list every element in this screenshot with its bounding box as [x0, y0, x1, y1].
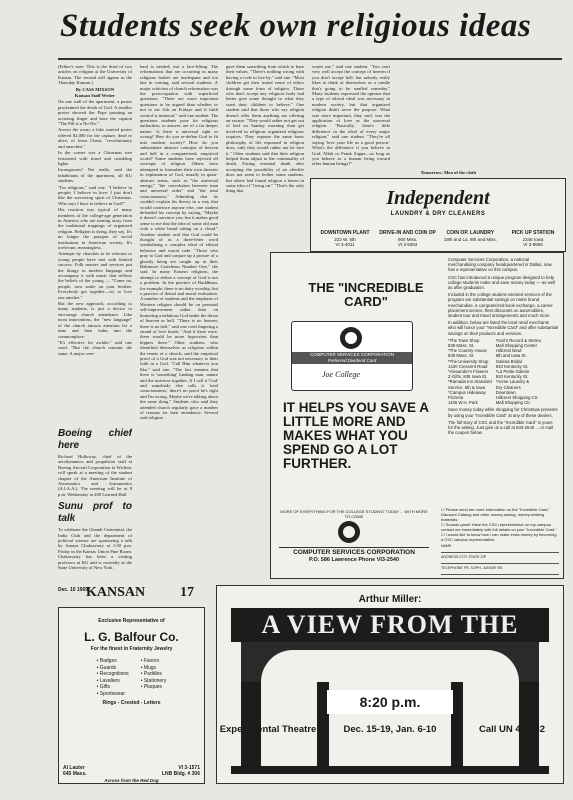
paragraph: gave them something from which to base their values. "There's nothing wrong with having a code to live by," said one. "Most children get their initial sense of ethics through some form of religion. Those who don't accept any religious body had better give some thought to what they want their children to believe." One student said that those who say religion doesn't offer them anything are offering an excuse. "They would rather not get out of bed on Sunday morning than get involved in religious organized religious requires. They espouse the same basic philosophy of life espoused in religion does, only they would rather not be face it." Other students said that their religion helped them adjust to the continuality of death. Facing eventual death after accepting the possibility of an afterlife does not seem to bother some students, but others had found religion a haven in some idea of "living on." "That's the only thing that	[226, 64, 304, 194]
incredible-card-ad	[270, 252, 564, 579]
card-ad-title: THE "INCREDIBLE CARD"	[308, 280, 424, 309]
sunu-text: To celebrate the Ghandi Centennial, the India Club and the department of political science are sponsoring a talk by Amaya Chakravarty at 1:30 p.m. Friday in the Kansas Union Pine Room. Chakravarty has been a visiting professor at KU and is currently at the State University of New York.	[58, 527, 132, 571]
address-field[interactable]: ADDRESS CITY STATE ZIP	[441, 555, 559, 564]
card-signature: Joe College	[322, 370, 360, 379]
bridge-base	[231, 766, 549, 774]
card-band: COMPUTER SERVICES CORPORATION Preferred Dividend Card	[292, 352, 412, 364]
venue: Experimental Theatre	[219, 724, 317, 735]
tagline: For the finest in Fraternity Jewelry	[90, 646, 173, 652]
sunu-headline: Sunu prof to talk	[58, 501, 132, 525]
play-title: A VIEW FROM THE	[231, 608, 549, 642]
boeing-headline: Boeing chief here	[58, 428, 132, 451]
paper-name: KANSAN	[86, 585, 146, 600]
credit-card-image	[291, 321, 413, 391]
paragraph: haul is needed, not a face-lifting. The reformations that are occurring in many religious bodies are inadequate and too late in coming, said several students. A major criticism of church reformation was the preoccupation with superficial questions. "There are more important questions to be argued than whether or not to eat fish on Fridays and if birth control is immoral," said one student. The questions students pose for religious authorities, to answer, are of a far deeper nature. Is there a universal right or wrong? How do you re-define God to fit into modern society? How do you substantiate abstract concepts of heaven and hell in a computerized, empirical world? Some students have rejected all concepts of religion. Others have attempted to formulate their own theories in explanation of God, usually in quasi-abstract terms, such as "the universal energy," "the convolution between man and universal order" and "the total consciousness." Admitting that he couldn't explain his theory in a way that would convince anyone else, one student defended his concept by saying, "Maybe it doesn't convince you, but it makes good sense to me that the idea of some old man with a white beard sitting on a cloud." Another student said that God could be thought of as a three-letter word symbolizing a complex ideal of ethical behavior and moral code. "Those who pray to God and conjure up a picture of a ghostly being are caught up in their Baltimore Catechism Number One," she said. In many Eastern religions, the attempt to define a concept of God is not a problem. In the practice of Buddhism, for example, there is no deity worship, but a practice of denial and moral evaluation. A number of students and the emphasis of Western religion should be on personal self-improvement rather than on humoring a nebulous God under the threat of heaven or hell. "There is no heaven; there is no hell," said one coed fingering a strand of love beads. "And if there were, there would be more hypocrites than hippies there." Other students, who identified themselves as religious within the tenets of a church, said the empirical proof of a God was not necessary to their faith in a God. "Call Him whatever you like," said one. "The fact remains that there is 'something' binding man, nature and the universe together. If I call it 'God' and somebody else calls it 'total consciousness,' there's no proof he's right and I'm wrong. Maybe we're talking about the same thing." Students who said they attended church regularly gave a number of reasons for their attendance. Several said religion	[140, 64, 218, 421]
paragraph: Incongruous? Not really, said the inhabitants of the apartment, all KU students.	[58, 167, 132, 184]
store-list: *The Town Shop 839 Mass. St. *The Country House 839 Mass. St. *The University Shop 1420 Crescent Road *Alexander's Flowers Z-Gifts, 835 Iowa St. *Ramada Inn Standard Service, 6th & Iowa *Campus Hideaway Pizzeria 1106 W.H. Park *Karl's Record & Stereo Mall Shopping Center Hillcrest Bowl 9th and Iowa St. Galena Bridal 910 Kentucky St. *La Petite Galerie 910 Kentucky St. *Acme Laundry & Dry Cleaners Downtown Hillcrest Shopping Ctr. Mall Shopping Ctr.	[448, 337, 541, 406]
checkbox-contact[interactable]: ☐ Sounds great! Have the CSC representative on my campus contact me immediately with full details on your "Incredible Card."	[441, 522, 557, 532]
bridge-play-ad	[216, 585, 564, 784]
paragraph: "It's effective for awhile," said one coed. "But the church remains the same. A major over-	[58, 339, 132, 356]
contact-info: Al Lauter 645 Mass. VI 3-1571 LNB Bldg. # 306	[63, 765, 200, 777]
paragraph: His reaction was typical of many members of the college-age generation in America who are turning away from the traditional trappings of organized religion. Religion is dying, they say. It's no longer the paragon of social institutions in American society. It's irrelevant, meaningless.	[58, 207, 132, 250]
location-item: COIN OP. LAUNDRY 19th and La. 9th and Miss.	[443, 230, 497, 242]
checkbox-rep[interactable]: ☐ I would like to know how I can make extra money by becoming a CSC campus representative.	[441, 532, 557, 542]
news-briefs	[58, 424, 132, 582]
byline-title: Kansan Staff Writer	[74, 93, 116, 99]
coupon-form	[441, 507, 559, 575]
location-item: DRIVE-IN AND COIN OP 900 Miss. VI 3-5304	[379, 230, 436, 247]
phone-call: Call UN 4-3982	[478, 724, 545, 735]
csc-logo-icon	[338, 521, 360, 543]
independent-laundry-ad	[310, 178, 566, 252]
coupon-header: MORE OF EVERYTHING FOR THE COLLEGE STUDENT TODAY ... WITH MORE TO COME	[280, 509, 428, 519]
telephone-field[interactable]: TELEPHONE FR. SOPH. JUNIOR SR.	[441, 566, 559, 575]
byline: By CASS MIXSON	[75, 86, 115, 92]
article-column-1	[58, 64, 132, 484]
paragraph: On one wall of the apartment, a poster proclaimed the death of God. A smaller poster showed the Pope pointing an accusing finger and bore the caption "The Pill is a No-No."	[58, 99, 132, 127]
article-column-3	[226, 64, 304, 252]
name-field[interactable]: NAME	[441, 544, 559, 553]
tomorrow-note: Tomorrow: Men of the cloth	[420, 170, 476, 175]
exclusive-label: Exclusive Representative of	[98, 618, 165, 624]
paragraph: "I'm religious," said one. "I believe in people; I believe in love; I just don't like the sorrowing spirit of Christmas. Who says I have to believe in God?"	[58, 184, 132, 206]
paragraph: scares me," said one student. "You can't very well accept the concept of heaven if you don't accept hell, but nobody really likes to think of themselves as a candle that's going to be snuffed someday." Many students expressed the opinion that a type of ethical ideal was necessary in modern society, but that organized religion didn't serve the purpose. What was more important, they said, was the application of love as the universal religion. "Basically, there's little difference in the ideal of every major religion," said one student. "They're all saying 'love your life as a good person.' What's the difference if you believe in God, Allah or Frank Zappa—as long as you behave as a human being toward other human beings?"	[312, 64, 390, 167]
checkbox-info[interactable]: ☐ Please send me more information on the "Incredible Card," Discount Catalog and other money-saving, money-making materials.	[441, 507, 550, 522]
csc-logo-icon	[340, 327, 362, 349]
article-headline: Students seek own religious ideas	[60, 8, 532, 44]
location-list	[315, 231, 563, 248]
coupon-company: COMPUTER SERVICES CORPORATION P.O. 586 Lawrence Phone VI3-2540	[279, 547, 429, 563]
card-ad-body: Computer Services Corporation, a national merchandising company headquartered in Dallas, now has a representative on this campus. CSC has introduced a unique program designed to help college students make and save money today — as well as after graduation. Included in the college student-oriented services of the program are substantial savings on name brand merchandise, a computerized book exchange, a career placement service, fleet discounts on automobiles, student tour and travel arrangements and much more. In addition, below are listed the local retail merchants who will honor your "Incredible Card" and offer substantial savings on their products and services. *The Town Shop 839 Mass. St. *The Country House 839 Mass. St. *The University Shop 1420 Crescent Road *Alexander's Flowers Z-Gifts, 835 Iowa St. *Ramada Inn Standard Service, 6th & Iowa *Campus Hideaway Pizzeria 1106 W.H. Park *Karl's Record & Stereo Mall Shopping Center Hillcrest Bowl 9th and Iowa St. Galena Bridal 910 Kentucky St. *La Petite Galerie 910 Kentucky St. *Acme Laundry & Dry Cleaners Downtown Hillcrest Shopping Ctr. Mall Shopping Ctr. Save money today while shopping for Christmas presents by using your "Incredible Card" at any of these dealers. The full story of CSC and the "Incredible Card" is yours for the asking. Just give us a call at 843-2540 ... or mail the coupon below.	[448, 257, 558, 436]
product-list: • Badges • Guards • Recognitions • Lavaliers • Gifts • Sportswear • Favors • Mugs • Paddles • Stationery • Plaques	[96, 658, 167, 697]
issue-date: Dec. 10 1969	[58, 587, 89, 593]
article-column-2	[140, 64, 218, 582]
editor-note: (Editor's note: This is the third of two articles on religion at the University of Kansas. The second will appear in the Thursday Kansan.)	[58, 64, 132, 86]
ad-title: Independent	[386, 187, 490, 209]
show-dates: Dec. 15-19, Jan. 6-10	[343, 724, 437, 735]
page-number: 17	[180, 585, 194, 600]
paragraph: In the corner was a Christmas tree festooned with tinsel and twinkling lights.	[58, 150, 132, 166]
paragraph: Across the room, a fake wanted poster offered $2,000 for the capture, dead or alive, of Jesus Christ, "revolutionary and anarchist."	[58, 127, 132, 149]
boeing-text: Richard Holloway, chief of the aerodynamics and propulsion staff at Boeing Aircraft Corporation in Wichita, will speak at a meeting of the student chapter of the American Institute of Aeronautics and Astronautics (A.I.A.A.). The meeting will be at 8 p.m. Wednesday in 200 Learned Hall.	[58, 454, 132, 497]
location-item: DOWNTOWN PLANT 222 W. 6th VI 3-4011	[320, 230, 370, 247]
headline-rule	[58, 58, 562, 60]
card-pitch: IT HELPS YOU SAVE A LITTLE MORE AND MAKES WHAT YOU SPEND GO A LOT FURTHER.	[283, 400, 429, 471]
article-column-5	[398, 64, 476, 176]
location-item: PICK UP STATION 2346 Iowa VI 3-9868	[511, 230, 555, 247]
company-name: L. G. Balfour Co.	[84, 630, 179, 644]
playwright: Arthur Miller:	[358, 594, 422, 605]
bridge-arch-graphic	[241, 642, 539, 682]
show-time: 8:20 p.m.	[327, 690, 453, 714]
paragraph: Attempts by churches to be relevant to young people have met with limited success. Folk masses and services put the liturgy in modern language and accompany it with music that reflects the beliefs of the young — "Come on, people, now smile on your brother. Everybody get together—try to love one another."	[58, 251, 132, 300]
ad-subtitle: LAUNDRY & DRY CLEANERS	[390, 211, 486, 217]
rings-label: Rings - Crested - Letters	[102, 699, 161, 706]
paragraph: But the new approach, according to many students, is just a device to encourage church attendance. Like most innovations, the "new language" of the church attracts attention for a time and then fades into the commonplace.	[58, 301, 132, 339]
across-note: Across from the Red Dog	[104, 778, 159, 783]
balfour-ad	[58, 607, 205, 784]
